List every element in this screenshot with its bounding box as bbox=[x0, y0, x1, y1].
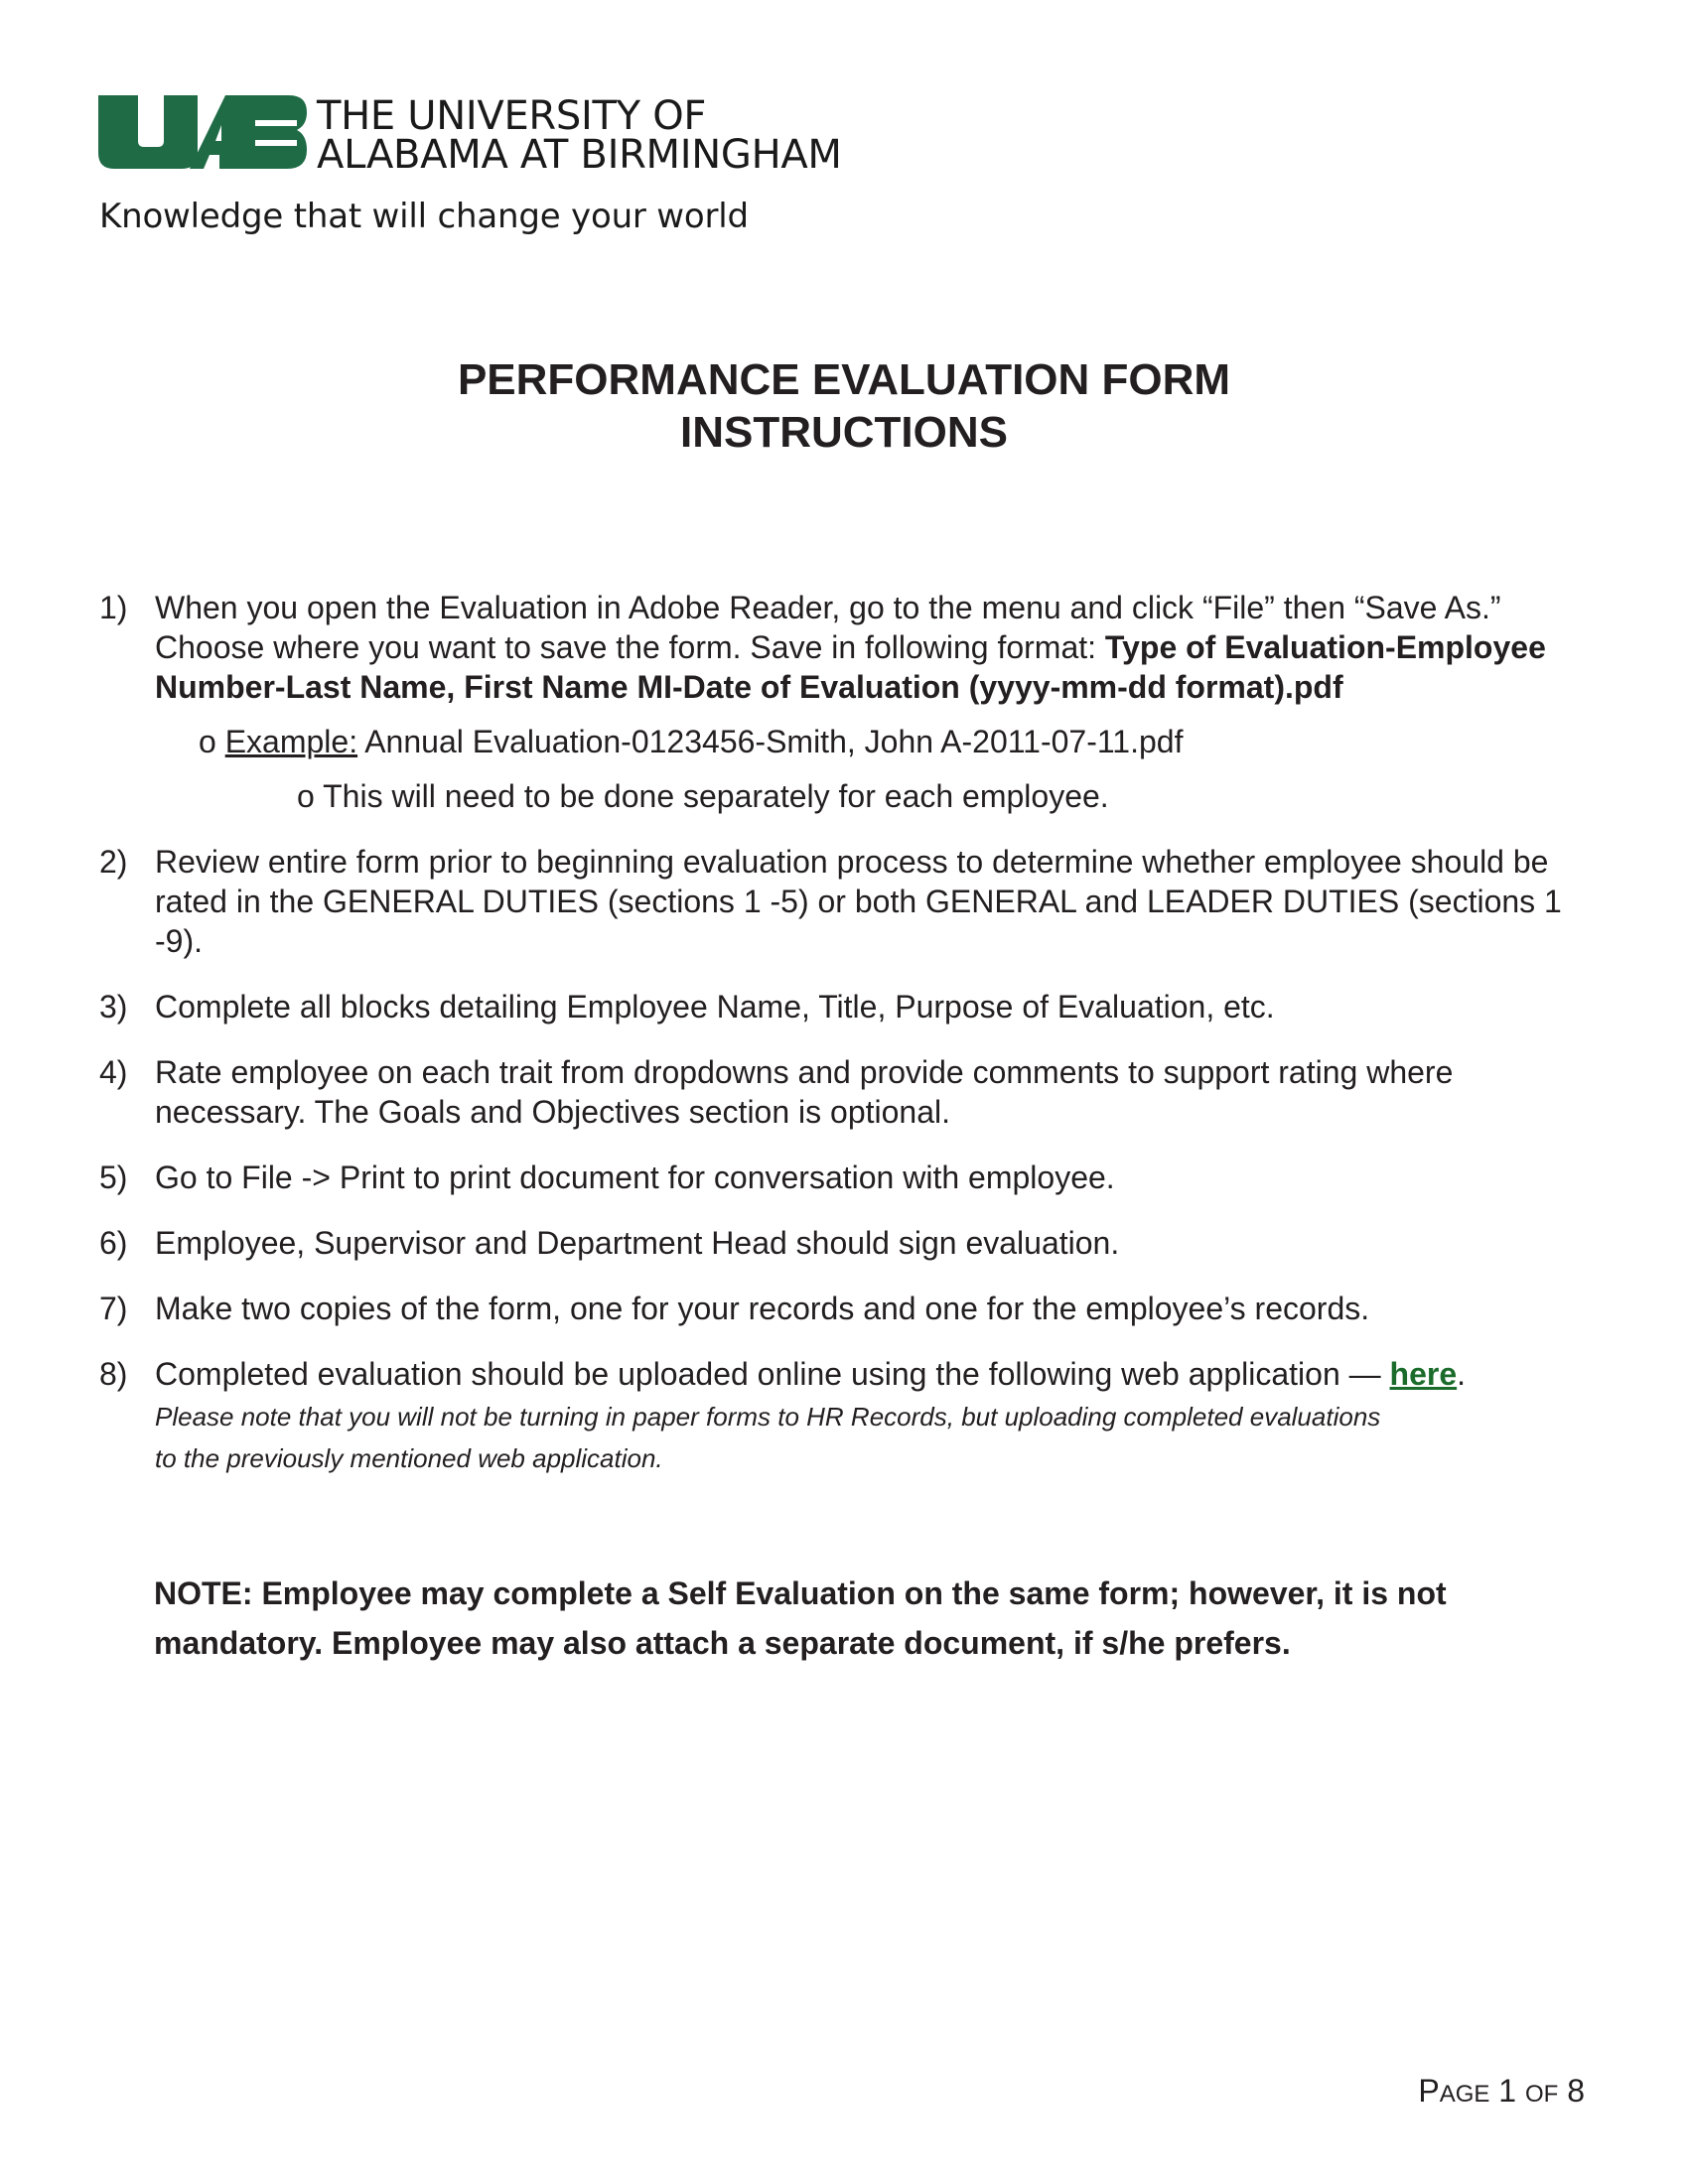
step-text: When you open the Evaluation in Adobe Reader, go to the menu and click “File” then “Save As.” Choose where you want to save the form. Save in following format: Type of Evaluation-Employee Number-Last Name, First Name MI-Date of Evaluation (yyyy-mm-dd format).pdf o Example: Annual Evaluation-0123456-Smith, John A-2011-07-11.pdf o This will need to be done separately for each employee. bbox=[155, 588, 1575, 816]
university-name-line2: ALABAMA AT BIRMINGHAM bbox=[317, 132, 842, 178]
step-text: Complete all blocks detailing Employee Name, Title, Purpose of Evaluation, etc. bbox=[155, 989, 1275, 1024]
step-number: 7) bbox=[99, 1291, 128, 1326]
self-evaluation-note: NOTE: Employee may complete a Self Evaluation on the same form; however, it is not mandatory. Employee may also attach a separate document, if s/he prefers. bbox=[154, 1575, 1447, 1661]
file-name-format: Type of Evaluation-Employee Number-Last Name, First Name MI-Date of Evaluation (yyyy-mm-dd format).pdf bbox=[155, 629, 1546, 705]
step-number: 2) bbox=[99, 844, 128, 880]
step-text: Employee, Supervisor and Department Head should sign evaluation. bbox=[155, 1225, 1120, 1261]
step-number: 6) bbox=[99, 1225, 128, 1261]
university-name bbox=[317, 93, 842, 178]
uab-logo-mark bbox=[98, 95, 307, 169]
university-name-line1: THE UNIVERSITY OF bbox=[317, 93, 707, 139]
example-bullet: o Example: Annual Evaluation-0123456-Smith, John A-2011-07-11.pdf bbox=[199, 724, 1184, 759]
list-item bbox=[99, 987, 1589, 1026]
list-item bbox=[99, 842, 1589, 961]
step-number: 3) bbox=[99, 989, 128, 1024]
list-item bbox=[99, 1223, 1589, 1263]
step-text: Review entire form prior to beginning evaluation process to determine whether employee should be rated in the GENERAL DUTIES (sections 1 -5) or both GENERAL and LEADER DUTIES (sections 1 -9). bbox=[155, 844, 1562, 959]
step-text: Go to File -> Print to print document for conversation with employee. bbox=[155, 1160, 1115, 1195]
university-logo bbox=[98, 93, 842, 178]
upload-note bbox=[155, 1396, 1575, 1479]
separate-note-bullet: o This will need to be done separately for each employee. bbox=[297, 778, 1109, 814]
page-number: PAGE 1 OF 8 bbox=[1418, 2073, 1585, 2109]
upload-note-line1: Please note that you will not be turning in paper forms to HR Records, but uploading completed evaluations bbox=[155, 1402, 1381, 1432]
title-line1: PERFORMANCE EVALUATION FORM bbox=[457, 355, 1231, 404]
list-item bbox=[99, 1289, 1589, 1328]
list-item bbox=[99, 1158, 1589, 1197]
document-title bbox=[0, 353, 1688, 459]
step-text: Completed evaluation should be uploaded online using the following web application — here. Please note that you will not be turning in paper forms to HR Records, but uploading completed evaluations to the previously mentioned web application. bbox=[155, 1354, 1575, 1479]
upload-note-line2: to the previously mentioned web application. bbox=[155, 1443, 663, 1473]
list-item bbox=[99, 1052, 1589, 1132]
upload-application-link[interactable]: here bbox=[1389, 1356, 1458, 1392]
step-number: 8) bbox=[99, 1356, 128, 1392]
example-label: Example: bbox=[224, 724, 358, 759]
step-number: 4) bbox=[99, 1054, 128, 1090]
step-number: 5) bbox=[99, 1160, 128, 1195]
list-item bbox=[99, 1354, 1589, 1479]
total-pages: 8 bbox=[1567, 2073, 1585, 2109]
title-line2: INSTRUCTIONS bbox=[680, 408, 1008, 457]
step-text: Make two copies of the form, one for your records and one for the employee’s records. bbox=[155, 1291, 1370, 1326]
instruction-list bbox=[99, 588, 1589, 1505]
tagline: Knowledge that will change your world bbox=[99, 197, 749, 236]
list-item bbox=[99, 588, 1589, 816]
step-text: Rate employee on each trait from dropdowns and provide comments to support rating where necessary. The Goals and Objectives section is optional. bbox=[155, 1054, 1454, 1130]
current-page: 1 bbox=[1498, 2073, 1517, 2109]
step-number: 1) bbox=[99, 590, 128, 625]
